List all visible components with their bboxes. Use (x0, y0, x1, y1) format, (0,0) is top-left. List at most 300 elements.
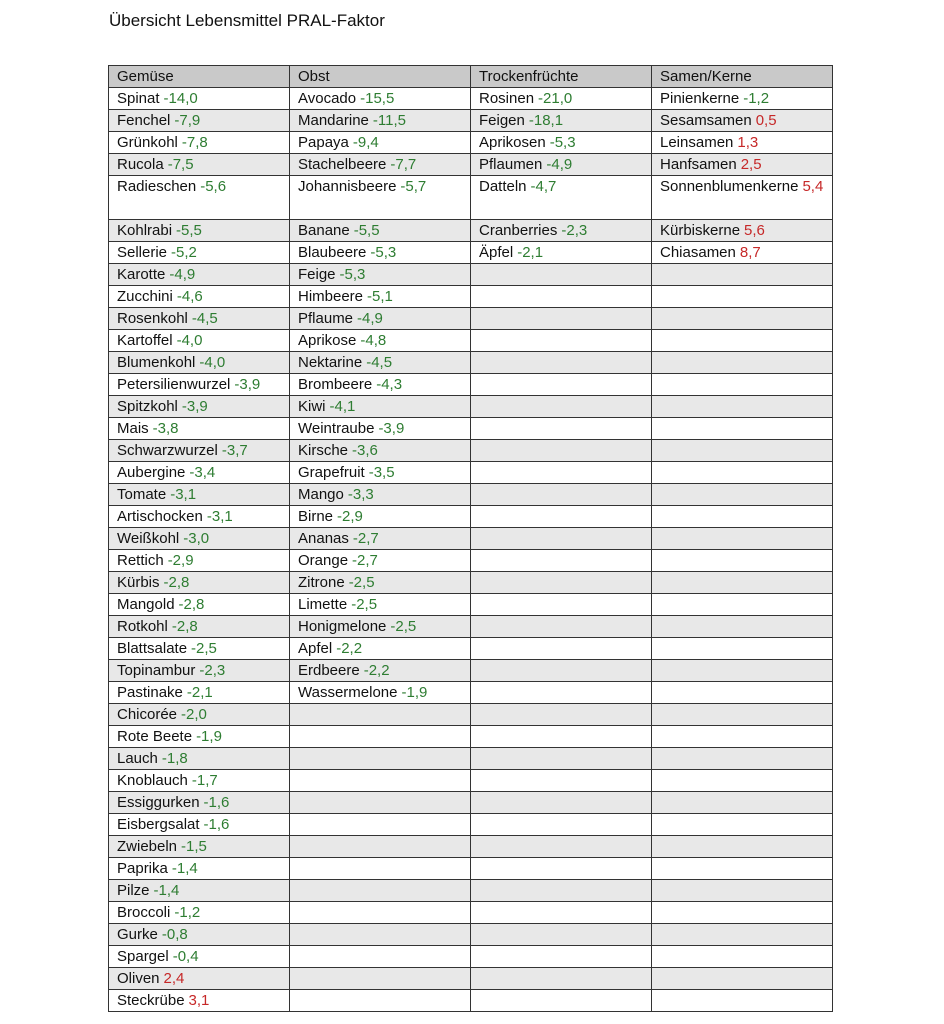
cell-samen-kerne (652, 154, 833, 176)
food-name: Kürbis (117, 574, 160, 591)
cell-trockenfruechte (471, 792, 652, 814)
table-row (109, 374, 833, 396)
cell-gemuese (109, 616, 290, 638)
food-name: Aprikosen (479, 134, 546, 151)
food-name: Essiggurken (117, 794, 200, 811)
pral-value: -3,3 (347, 486, 374, 503)
table-row (109, 352, 833, 374)
pral-value: -1,6 (203, 816, 230, 833)
pral-value: -4,8 (360, 332, 387, 349)
cell-samen-kerne (652, 242, 833, 264)
cell-gemuese (109, 264, 290, 286)
food-name: Karotte (117, 266, 166, 283)
pral-value: -2,1 (186, 684, 213, 701)
pral-value: -3,7 (221, 442, 248, 459)
cell-trockenfruechte (471, 704, 652, 726)
cell-samen-kerne (652, 660, 833, 682)
cell-trockenfruechte (471, 484, 652, 506)
cell-obst (290, 726, 471, 748)
cell-obst (290, 308, 471, 330)
pral-value: -5,3 (370, 244, 397, 261)
pral-value: 0,5 (755, 112, 777, 129)
food-name: Fenchel (117, 112, 171, 129)
pral-value: -7,9 (174, 112, 201, 129)
cell-obst (290, 990, 471, 1012)
cell-trockenfruechte (471, 396, 652, 418)
food-name: Kohlrabi (117, 222, 173, 239)
cell-samen-kerne (652, 176, 833, 220)
table-row (109, 572, 833, 594)
food-name: Kiwi (298, 398, 326, 415)
food-name: Pilze (117, 882, 150, 899)
food-name: Topinambur (117, 662, 196, 679)
cell-gemuese (109, 550, 290, 572)
pral-value: -2,3 (199, 662, 226, 679)
food-name: Honigmelone (298, 618, 387, 635)
cell-gemuese (109, 440, 290, 462)
cell-obst (290, 770, 471, 792)
pral-value: -11,5 (372, 112, 406, 129)
pral-value: 3,1 (188, 992, 210, 1009)
pral-value: -3,0 (183, 530, 210, 547)
pral-value: 8,7 (739, 244, 761, 261)
cell-gemuese (109, 968, 290, 990)
cell-trockenfruechte (471, 968, 652, 990)
cell-gemuese (109, 924, 290, 946)
cell-obst (290, 330, 471, 352)
table-row (109, 660, 833, 682)
cell-trockenfruechte (471, 858, 652, 880)
pral-value: -2,8 (171, 618, 198, 635)
food-name: Spinat (117, 90, 160, 107)
cell-obst (290, 88, 471, 110)
pral-value: -3,1 (206, 508, 233, 525)
food-name: Mangold (117, 596, 175, 613)
food-name: Wassermelone (298, 684, 398, 701)
pral-value: -1,8 (161, 750, 188, 767)
pral-value: -2,7 (352, 552, 378, 569)
cell-trockenfruechte (471, 154, 652, 176)
cell-trockenfruechte (471, 308, 652, 330)
document-title: Übersicht Lebensmittel PRAL-Faktor (109, 11, 385, 30)
food-name: Stachelbeere (298, 156, 387, 173)
pral-value: -14,0 (163, 90, 198, 107)
food-name: Schwarzwurzel (117, 442, 218, 459)
table-body (109, 88, 833, 1012)
pral-value: -3,8 (152, 420, 179, 437)
table-row (109, 176, 833, 220)
cell-samen-kerne (652, 264, 833, 286)
cell-samen-kerne (652, 748, 833, 770)
pral-value: -2,5 (351, 596, 378, 613)
cell-obst (290, 396, 471, 418)
table-row (109, 330, 833, 352)
pral-value: -3,5 (368, 464, 395, 481)
pral-value: -4,5 (366, 354, 393, 371)
food-name: Erdbeere (298, 662, 360, 679)
cell-samen-kerne (652, 506, 833, 528)
cell-samen-kerne (652, 550, 833, 572)
table-row (109, 396, 833, 418)
cell-samen-kerne (652, 572, 833, 594)
pral-value: -5,2 (171, 244, 197, 261)
food-name: Tomate (117, 486, 167, 503)
cell-samen-kerne (652, 836, 833, 858)
table-row (109, 748, 833, 770)
table-row (109, 968, 833, 990)
table-row (109, 814, 833, 836)
cell-gemuese (109, 484, 290, 506)
pral-value: -1,2 (174, 904, 201, 921)
pral-value: -5,5 (353, 222, 380, 239)
cell-gemuese (109, 572, 290, 594)
food-name: Steckrübe (117, 992, 185, 1009)
table-row (109, 704, 833, 726)
food-name: Weißkohl (117, 530, 180, 547)
cell-gemuese (109, 594, 290, 616)
cell-trockenfruechte (471, 506, 652, 528)
pral-value: -21,0 (538, 90, 573, 107)
pral-value: -4,5 (191, 310, 218, 327)
pral-value: -1,9 (401, 684, 428, 701)
food-name: Broccoli (117, 904, 171, 921)
cell-trockenfruechte (471, 220, 652, 242)
cell-gemuese (109, 242, 290, 264)
table-row (109, 726, 833, 748)
food-name: Kirsche (298, 442, 349, 459)
table-row (109, 484, 833, 506)
food-name: Rotkohl (117, 618, 168, 635)
cell-samen-kerne (652, 132, 833, 154)
cell-trockenfruechte (471, 594, 652, 616)
food-name: Leinsamen (660, 134, 734, 151)
pral-value: -1,4 (171, 860, 198, 877)
cell-obst (290, 154, 471, 176)
table-row (109, 440, 833, 462)
cell-trockenfruechte (471, 528, 652, 550)
cell-trockenfruechte (471, 880, 652, 902)
cell-gemuese (109, 396, 290, 418)
table-row (109, 880, 833, 902)
pral-table (108, 65, 833, 1012)
cell-gemuese (109, 176, 290, 220)
cell-trockenfruechte (471, 418, 652, 440)
cell-trockenfruechte (471, 726, 652, 748)
table-row (109, 132, 833, 154)
food-name: Johannisbeere (298, 178, 397, 195)
pral-value: -18,1 (528, 112, 564, 129)
cell-obst (290, 462, 471, 484)
cell-gemuese (109, 638, 290, 660)
cell-samen-kerne (652, 308, 833, 330)
header-trockenfruechte: Trockenfrüchte (471, 66, 652, 88)
cell-samen-kerne (652, 682, 833, 704)
cell-samen-kerne (652, 880, 833, 902)
cell-obst (290, 682, 471, 704)
pral-value: -5,6 (200, 178, 227, 195)
cell-gemuese (109, 154, 290, 176)
cell-samen-kerne (652, 968, 833, 990)
cell-samen-kerne (652, 616, 833, 638)
cell-trockenfruechte (471, 132, 652, 154)
cell-trockenfruechte (471, 110, 652, 132)
cell-gemuese (109, 726, 290, 748)
cell-trockenfruechte (471, 264, 652, 286)
food-name: Oliven (117, 970, 160, 987)
cell-gemuese (109, 132, 290, 154)
food-name: Datteln (479, 178, 527, 195)
pral-value: -1,2 (743, 90, 770, 107)
food-name: Blattsalate (117, 640, 188, 657)
pral-value: -3,9 (378, 420, 405, 437)
table-row (109, 88, 833, 110)
cell-trockenfruechte (471, 176, 652, 220)
cell-samen-kerne (652, 990, 833, 1012)
pral-value: -1,9 (196, 728, 222, 745)
cell-obst (290, 748, 471, 770)
cell-trockenfruechte (471, 902, 652, 924)
cell-obst (290, 484, 471, 506)
header-obst: Obst (290, 66, 471, 88)
cell-gemuese (109, 792, 290, 814)
cell-gemuese (109, 770, 290, 792)
cell-obst (290, 418, 471, 440)
food-name: Cranberries (479, 222, 558, 239)
food-name: Sesamsamen (660, 112, 752, 129)
food-name: Kürbiskerne (660, 222, 741, 239)
pral-value: -4,0 (199, 354, 226, 371)
cell-trockenfruechte (471, 352, 652, 374)
pral-value: -4,9 (357, 310, 383, 327)
table-row (109, 242, 833, 264)
food-name: Himbeere (298, 288, 364, 305)
food-name: Hanfsamen (660, 156, 737, 173)
food-name: Blumenkohl (117, 354, 196, 371)
pral-value: -3,4 (189, 464, 216, 481)
cell-gemuese (109, 308, 290, 330)
food-name: Limette (298, 596, 348, 613)
cell-obst (290, 440, 471, 462)
food-name: Äpfel (479, 244, 514, 261)
cell-obst (290, 858, 471, 880)
food-name: Nektarine (298, 354, 363, 371)
cell-obst (290, 132, 471, 154)
cell-gemuese (109, 814, 290, 836)
cell-obst (290, 264, 471, 286)
table-row (109, 418, 833, 440)
food-name: Rosenkohl (117, 310, 188, 327)
cell-trockenfruechte (471, 440, 652, 462)
cell-samen-kerne (652, 418, 833, 440)
table-row (109, 462, 833, 484)
pral-value: -2,5 (191, 640, 217, 657)
food-name: Avocado (298, 90, 357, 107)
table-row (109, 638, 833, 660)
cell-trockenfruechte (471, 946, 652, 968)
cell-gemuese (109, 946, 290, 968)
cell-obst (290, 880, 471, 902)
cell-obst (290, 374, 471, 396)
cell-trockenfruechte (471, 814, 652, 836)
cell-samen-kerne (652, 396, 833, 418)
food-name: Ananas (298, 530, 349, 547)
pral-value: -2,8 (178, 596, 205, 613)
cell-trockenfruechte (471, 462, 652, 484)
cell-trockenfruechte (471, 660, 652, 682)
cell-samen-kerne (652, 330, 833, 352)
pral-value: -7,5 (167, 156, 194, 173)
cell-samen-kerne (652, 594, 833, 616)
pral-value: -5,3 (549, 134, 576, 151)
food-name: Grapefruit (298, 464, 365, 481)
table-row (109, 528, 833, 550)
pral-value: -2,9 (337, 508, 363, 525)
cell-samen-kerne (652, 924, 833, 946)
table-row (109, 990, 833, 1012)
cell-obst (290, 572, 471, 594)
cell-obst (290, 924, 471, 946)
cell-gemuese (109, 836, 290, 858)
cell-trockenfruechte (471, 330, 652, 352)
pral-value: -3,9 (234, 376, 261, 393)
cell-gemuese (109, 880, 290, 902)
pral-value: 5,6 (744, 222, 765, 239)
cell-gemuese (109, 704, 290, 726)
table-row (109, 858, 833, 880)
food-name: Radieschen (117, 178, 197, 195)
cell-gemuese (109, 462, 290, 484)
table-row (109, 770, 833, 792)
food-name: Rucola (117, 156, 164, 173)
food-name: Rettich (117, 552, 164, 569)
cell-samen-kerne (652, 770, 833, 792)
pral-value: -4,6 (176, 288, 203, 305)
food-name: Zucchini (117, 288, 173, 305)
cell-obst (290, 704, 471, 726)
table-row (109, 924, 833, 946)
cell-samen-kerne (652, 814, 833, 836)
food-name: Apfel (298, 640, 333, 657)
cell-samen-kerne (652, 792, 833, 814)
pral-value: -5,7 (400, 178, 427, 195)
pral-value: -7,7 (390, 156, 417, 173)
food-name: Blaubeere (298, 244, 367, 261)
cell-obst (290, 660, 471, 682)
food-name: Aubergine (117, 464, 186, 481)
pral-value: -2,2 (336, 640, 363, 657)
header-gemuese: Gemüse (109, 66, 290, 88)
food-name: Feige (298, 266, 336, 283)
cell-trockenfruechte (471, 242, 652, 264)
cell-obst (290, 220, 471, 242)
table-row (109, 836, 833, 858)
pral-value: 1,3 (737, 134, 759, 151)
pral-value: -2,0 (181, 706, 207, 723)
pral-value: -5,1 (367, 288, 393, 305)
food-name: Rote Beete (117, 728, 193, 745)
table-row (109, 550, 833, 572)
table-row (109, 902, 833, 924)
pral-value: -2,8 (163, 574, 190, 591)
header-samen-kerne: Samen/Kerne (652, 66, 833, 88)
cell-gemuese (109, 110, 290, 132)
table-row (109, 220, 833, 242)
food-name: Sonnenblumenkerne (660, 178, 799, 195)
cell-trockenfruechte (471, 374, 652, 396)
cell-obst (290, 594, 471, 616)
food-name: Artischocken (117, 508, 203, 525)
pral-value: -3,9 (181, 398, 208, 415)
cell-trockenfruechte (471, 924, 652, 946)
pral-value: 2,4 (163, 970, 185, 987)
cell-samen-kerne (652, 88, 833, 110)
cell-trockenfruechte (471, 286, 652, 308)
pral-value: -5,3 (339, 266, 366, 283)
pral-value: -2,5 (390, 618, 417, 635)
cell-gemuese (109, 748, 290, 770)
cell-obst (290, 110, 471, 132)
pral-value: -2,3 (561, 222, 588, 239)
food-name: Grünkohl (117, 134, 178, 151)
cell-gemuese (109, 660, 290, 682)
food-name: Chiasamen (660, 244, 736, 261)
pral-value: -0,8 (161, 926, 188, 943)
food-name: Pinienkerne (660, 90, 740, 107)
pral-value: -0,4 (172, 948, 199, 965)
table-row (109, 682, 833, 704)
food-name: Weintraube (298, 420, 375, 437)
food-name: Mango (298, 486, 344, 503)
pral-value: -5,5 (176, 222, 202, 239)
pral-value: 5,4 (802, 178, 824, 195)
pral-value: -3,6 (352, 442, 378, 459)
cell-obst (290, 550, 471, 572)
pral-value: -2,2 (363, 662, 390, 679)
cell-trockenfruechte (471, 836, 652, 858)
food-name: Feigen (479, 112, 525, 129)
food-name: Banane (298, 222, 350, 239)
pral-value: -1,5 (181, 838, 207, 855)
cell-samen-kerne (652, 352, 833, 374)
food-name: Zwiebeln (117, 838, 178, 855)
food-name: Zitrone (298, 574, 345, 591)
pral-value: -1,7 (191, 772, 218, 789)
pral-value: -15,5 (360, 90, 395, 107)
cell-trockenfruechte (471, 88, 652, 110)
food-name: Aprikose (298, 332, 357, 349)
food-name: Gurke (117, 926, 158, 943)
table-row (109, 154, 833, 176)
cell-trockenfruechte (471, 748, 652, 770)
pral-value: -2,7 (352, 530, 379, 547)
header-row (109, 66, 833, 88)
cell-gemuese (109, 330, 290, 352)
pral-value: -4,0 (176, 332, 203, 349)
cell-samen-kerne (652, 704, 833, 726)
pral-value: 2,5 (740, 156, 762, 173)
food-name: Spargel (117, 948, 169, 965)
cell-samen-kerne (652, 286, 833, 308)
cell-gemuese (109, 682, 290, 704)
pral-value: -4,9 (169, 266, 196, 283)
table-row (109, 792, 833, 814)
food-name: Brombeere (298, 376, 373, 393)
food-name: Spitzkohl (117, 398, 178, 415)
table-row (109, 616, 833, 638)
table-row (109, 110, 833, 132)
pral-value: -2,5 (348, 574, 375, 591)
cell-obst (290, 946, 471, 968)
